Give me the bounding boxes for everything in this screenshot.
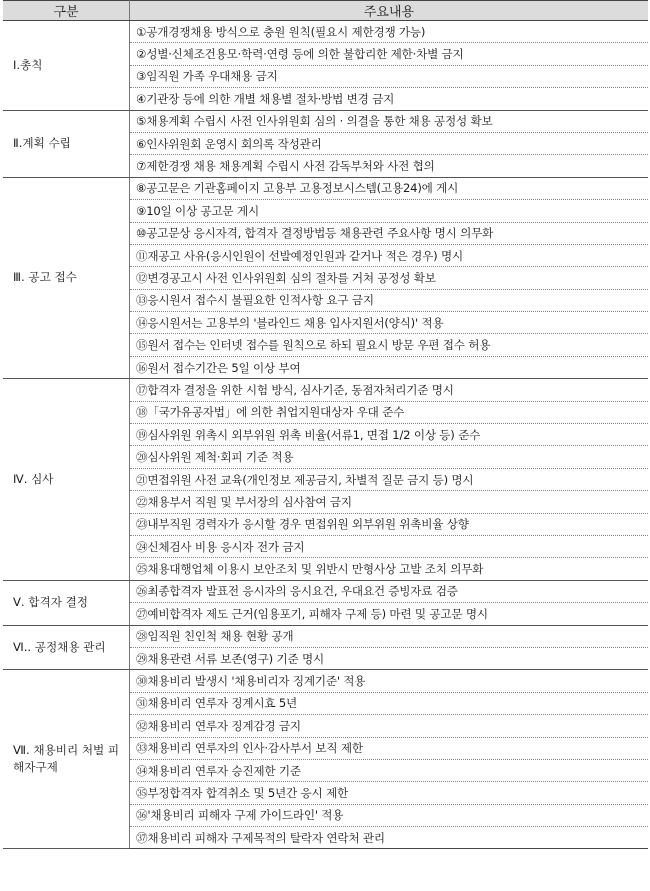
content-item: ⑩공고문상 응시자격, 합격자 결정방법등 채용관련 주요사항 명시 의무화 xyxy=(130,222,649,244)
content-item: ㉜채용비리 연루자 징계감경 금지 xyxy=(130,715,649,737)
content-item: ③임직원 가족 우대채용 금지 xyxy=(130,65,649,87)
content-item: ㊱'채용비리 피해자 구제 가이드라인' 적용 xyxy=(130,804,649,826)
content-item: ⑮원서 접수는 인터넷 접수를 원칙으로 하되 필요시 방문 우편 접수 허용 xyxy=(130,334,649,356)
category-cell: Ⅵ.. 공정채용 관리 xyxy=(3,625,130,670)
content-item: ㉖최종합격자 발표전 응시자의 응시요건, 우대요건 증빙자료 검증 xyxy=(130,580,649,602)
content-item: ㉓내부직원 경력자가 응시할 경우 면접위원 외부위원 위촉비율 상향 xyxy=(130,513,649,535)
category-cell: Ⅲ. 공고 접수 xyxy=(3,177,130,379)
content-item: ⑪재공고 사유(응시인원이 선발예정인원과 같거나 적은 경우) 명시 xyxy=(130,244,649,266)
category-cell: Ⅰ.총칙 xyxy=(3,21,130,111)
content-item: ⑫변경공고시 사전 인사위원회 심의 절차를 거쳐 공정성 확보 xyxy=(130,267,649,289)
table-row xyxy=(3,379,648,401)
category-cell: Ⅶ. 채용비리 처벌 피해자구제 xyxy=(3,670,130,849)
header-category: 구분 xyxy=(3,1,130,21)
content-item: ㉑면접위원 사전 교육(개인정보 제공금지, 차별적 질문 금지 등) 명시 xyxy=(130,468,649,490)
table-header-row xyxy=(3,1,648,21)
table-row xyxy=(3,110,648,132)
content-item: ⑲심사위원 위촉시 외부위원 위촉 비율(서류1, 면접 1/2 이상 등) 준수 xyxy=(130,424,649,446)
content-item: ㉘임직원 친인척 채용 현황 공개 xyxy=(130,625,649,647)
table-body xyxy=(3,21,648,849)
content-item: ㉔신체검사 비용 응시자 전가 금지 xyxy=(130,535,649,557)
content-item: ㉗예비합격자 제도 근거(임용포기, 피해자 구제 등) 마련 및 공고문 명시 xyxy=(130,603,649,625)
table-row xyxy=(3,580,648,602)
category-cell: Ⅳ. 심사 xyxy=(3,379,130,581)
content-item: ⑦제한경쟁 채용 채용계획 수립시 사전 감독부처와 사전 협의 xyxy=(130,155,649,177)
content-item: ㉝채용비리 연루자의 인사·감사부서 보직 제한 xyxy=(130,737,649,759)
content-item: ㊲채용비리 피해자 구제목적의 탈락자 연락처 관리 xyxy=(130,827,649,849)
content-item: ㉟부정합격자 합격취소 및 5년간 응시 제한 xyxy=(130,782,649,804)
category-cell: Ⅴ. 합격자 결정 xyxy=(3,580,130,625)
content-item: ㉒채용부서 직원 및 부서장의 심사참여 금지 xyxy=(130,491,649,513)
recruitment-standards-table xyxy=(3,0,648,849)
content-item: ⑳심사위원 제척·회피 기준 적용 xyxy=(130,446,649,468)
table-row xyxy=(3,21,648,43)
content-item: ㉕채용대행업체 이용시 보안조치 및 위반시 만형사상 고발 조치 의무화 xyxy=(130,558,649,580)
content-item: ⑤채용계획 수립시 사전 인사위원회 심의 · 의결을 통한 채용 공정성 확보 xyxy=(130,110,649,132)
header-content: 주요내용 xyxy=(130,1,649,21)
table-row xyxy=(3,625,648,647)
content-item: ⑯원서 접수기간은 5일 이상 부여 xyxy=(130,356,649,378)
content-item: ⑭응시원서는 고용부의 '블라인드 채용 입사지원서(양식)' 적용 xyxy=(130,312,649,334)
content-item: ④기관장 등에 의한 개별 채용별 절차·방법 변경 금지 xyxy=(130,88,649,110)
content-item: ⑰합격자 결정을 위한 시험 방식, 심사기준, 동점자처리기준 명시 xyxy=(130,379,649,401)
category-cell: Ⅱ.계획 수립 xyxy=(3,110,130,177)
content-item: ⑬응시원서 접수시 불필요한 인적사항 요구 금지 xyxy=(130,289,649,311)
content-item: ②성별·신체조건용모·학력·연령 등에 의한 불합리한 제한·차별 금지 xyxy=(130,43,649,65)
content-item: ①공개경쟁채용 방식으로 충원 원칙(필요시 제한경쟁 가능) xyxy=(130,21,649,43)
content-item: ㉙채용관련 서류 보존(영구) 기준 명시 xyxy=(130,647,649,669)
content-item: ㉚채용비리 발생시 '채용비리자 징계기준' 적용 xyxy=(130,670,649,692)
table-row xyxy=(3,177,648,199)
content-item: ㉛채용비리 연루자 징계시효 5년 xyxy=(130,692,649,714)
content-item: ⑨10일 이상 공고문 게시 xyxy=(130,200,649,222)
content-item: ⑧공고문은 기관홈페이지 고용부 고용정보시스템(고용24)에 게시 xyxy=(130,177,649,199)
table-row xyxy=(3,670,648,692)
content-item: ⑱「국가유공자법」에 의한 취업지원대상자 우대 준수 xyxy=(130,401,649,423)
content-item: ㉞채용비리 연루자 승진제한 기준 xyxy=(130,759,649,781)
content-item: ⑥인사위원회 운영시 회의록 작성관리 xyxy=(130,132,649,154)
